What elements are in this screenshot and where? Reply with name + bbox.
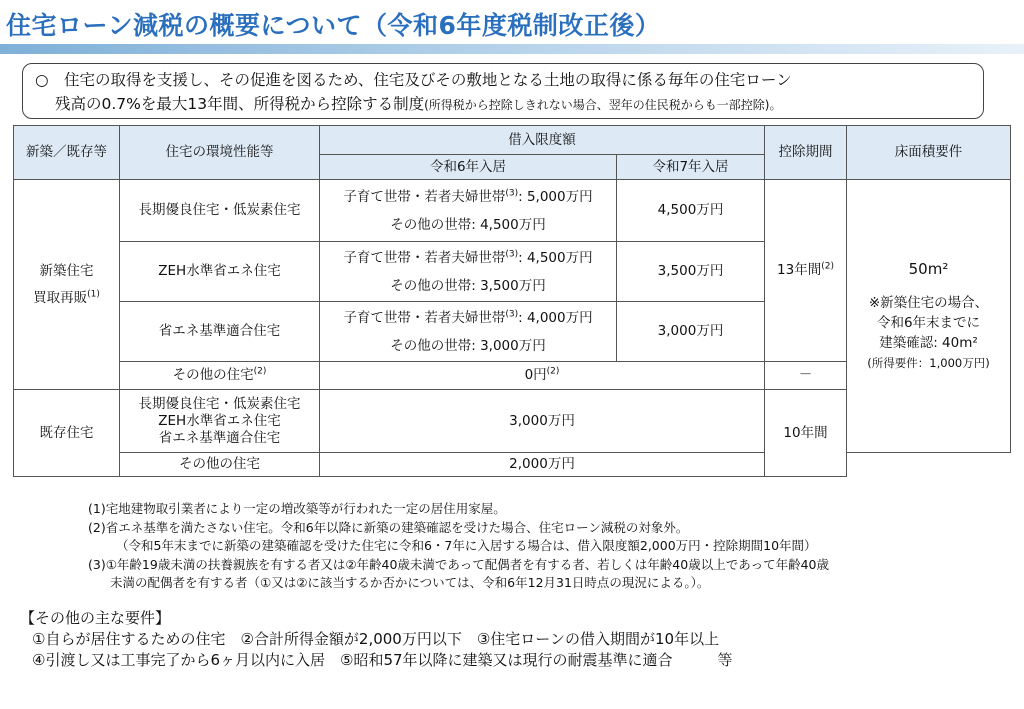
- existing-housing-label: 既存住宅: [14, 390, 120, 477]
- loan-tax-table: [13, 125, 1011, 477]
- footnote-1: (1)宅地建物取引業者により一定の増改築等が行われた一定の居住用家屋。: [88, 501, 506, 516]
- existing-limit: 3,000万円: [320, 390, 765, 453]
- row-r6-long-term-a: 子育て世帯・若者夫婦世帯$^{(3)}$: 5,000万円: [343, 188, 593, 205]
- row-r6-energy-a: 子育て世帯・若者夫婦世帯$^{(3)}$: 4,000万円: [343, 309, 593, 326]
- header-r6: 令和6年入居: [320, 155, 617, 180]
- row-r6-energy-b: その他の世帯: 3,000万円: [390, 337, 546, 354]
- header-r7: 令和7年入居: [617, 155, 765, 180]
- summary-line-2: [35, 92, 973, 117]
- row-type-energy: 省エネ基準適合住宅: [120, 302, 320, 362]
- footnotes: [88, 500, 829, 593]
- header-limit: 借入限度額: [320, 126, 765, 155]
- header-performance: 住宅の環境性能等: [120, 126, 320, 180]
- summary-line-2-main: 残高の0.7%を最大13年間、所得税から控除する制度: [55, 95, 425, 113]
- existing-type-1: 長期優良住宅・低炭素住宅: [138, 395, 301, 412]
- row-r7-long-term: 4,500万円: [617, 180, 765, 242]
- footnote-2-detail: （令和5年末までに新築の建築確認を受けた住宅に令和6・7年に入居する場合は、借入限度額2,000万円・控除期間10年間）: [116, 538, 817, 553]
- floor-note-4: (所得要件：1,000万円): [867, 356, 990, 370]
- title-underline-bar: [0, 44, 1024, 54]
- existing-period: 10年間: [765, 390, 847, 477]
- row-period-other-new: －: [765, 362, 847, 390]
- row-r6-energy: [320, 302, 617, 362]
- footnote-2: (2)省エネ基準を満たさない住宅。令和6年以降に新築の建築確認を受けた場合、住宅ローン減税の対象外。: [88, 519, 689, 535]
- new-housing-label-1: 新築住宅: [39, 262, 94, 279]
- page-title: 住宅ローン減税の概要について（令和6年度税制改正後）: [6, 11, 661, 40]
- new-housing-label-2: 買取再販$^{(1)}$: [33, 289, 100, 306]
- row-r6-zeh: [320, 242, 617, 302]
- other-requirements-line-2: ④引渡し又は工事完了から6ヶ月以内に入居 ⑤昭和57年以降に建築又は現行の耐震基準に適合 等: [32, 651, 733, 669]
- other-requirements-heading: 【その他の主な要件】: [20, 609, 171, 627]
- header-floor: 床面積要件: [847, 126, 1011, 180]
- summary-line-1: ○ 住宅の取得を支援し、その促進を図るため、住宅及びその敷地となる土地の取得に係る毎年の住宅ローン: [35, 71, 792, 89]
- floor-note-3: 建築確認: 40m²: [879, 335, 978, 351]
- existing-types: [120, 390, 320, 453]
- existing-other-limit: 2,000万円: [320, 453, 765, 477]
- row-r6-zeh-a: 子育て世帯・若者夫婦世帯$^{(3)}$: 4,500万円: [343, 249, 593, 266]
- new-period: 13年間$^{(2)}$: [765, 180, 847, 362]
- existing-other-type: その他の住宅: [120, 453, 320, 477]
- footnote-3: (3)①年齢19歳未満の扶養親族を有する者又は②年齢40歳未満であって配偶者を有する者、若しくは年齢40歳以上であって年齢40歳: [88, 556, 829, 572]
- other-requirements: [20, 608, 733, 671]
- row-limit-other-new: 0円$^{(2)}$: [320, 362, 765, 390]
- row-r6-long-term: [320, 180, 617, 242]
- footnote-3-cont: 未満の配偶者を有する者（①又は②に該当するか否かについては、令和6年12月31日時点の現況による。）。: [110, 575, 710, 590]
- floor-requirement: [847, 180, 1011, 453]
- row-r6-long-term-b: その他の世帯: 4,500万円: [390, 216, 546, 233]
- other-requirements-line-1: ①自らが居住するための住宅 ②合計所得金額が2,000万円以下 ③住宅ローンの借入期間が10年以上: [32, 630, 720, 648]
- existing-type-2: ZEH水準省エネ住宅: [158, 412, 281, 429]
- floor-note-2: 令和6年末までに: [876, 315, 981, 331]
- row-type-other-new: その他の住宅$^{(2)}$: [120, 362, 320, 390]
- existing-type-3: 省エネ基準適合住宅: [158, 429, 281, 446]
- floor-area: 50m²: [908, 260, 949, 278]
- row-r6-zeh-b: その他の世帯: 3,500万円: [390, 277, 546, 294]
- header-period: 控除期間: [765, 126, 847, 180]
- row-type-zeh: ZEH水準省エネ住宅: [120, 242, 320, 302]
- row-type-long-term: 長期優良住宅・低炭素住宅: [120, 180, 320, 242]
- new-housing-label: [14, 180, 120, 390]
- summary-box: [22, 63, 984, 119]
- header-new-existing: 新築／既存等: [14, 126, 120, 180]
- row-r7-zeh: 3,500万円: [617, 242, 765, 302]
- row-r7-energy: 3,000万円: [617, 302, 765, 362]
- floor-note-1: ※新築住宅の場合、: [868, 295, 989, 311]
- summary-line-2-note: (所得税から控除しきれない場合、翌年の住民税からも一部控除)。: [424, 98, 782, 112]
